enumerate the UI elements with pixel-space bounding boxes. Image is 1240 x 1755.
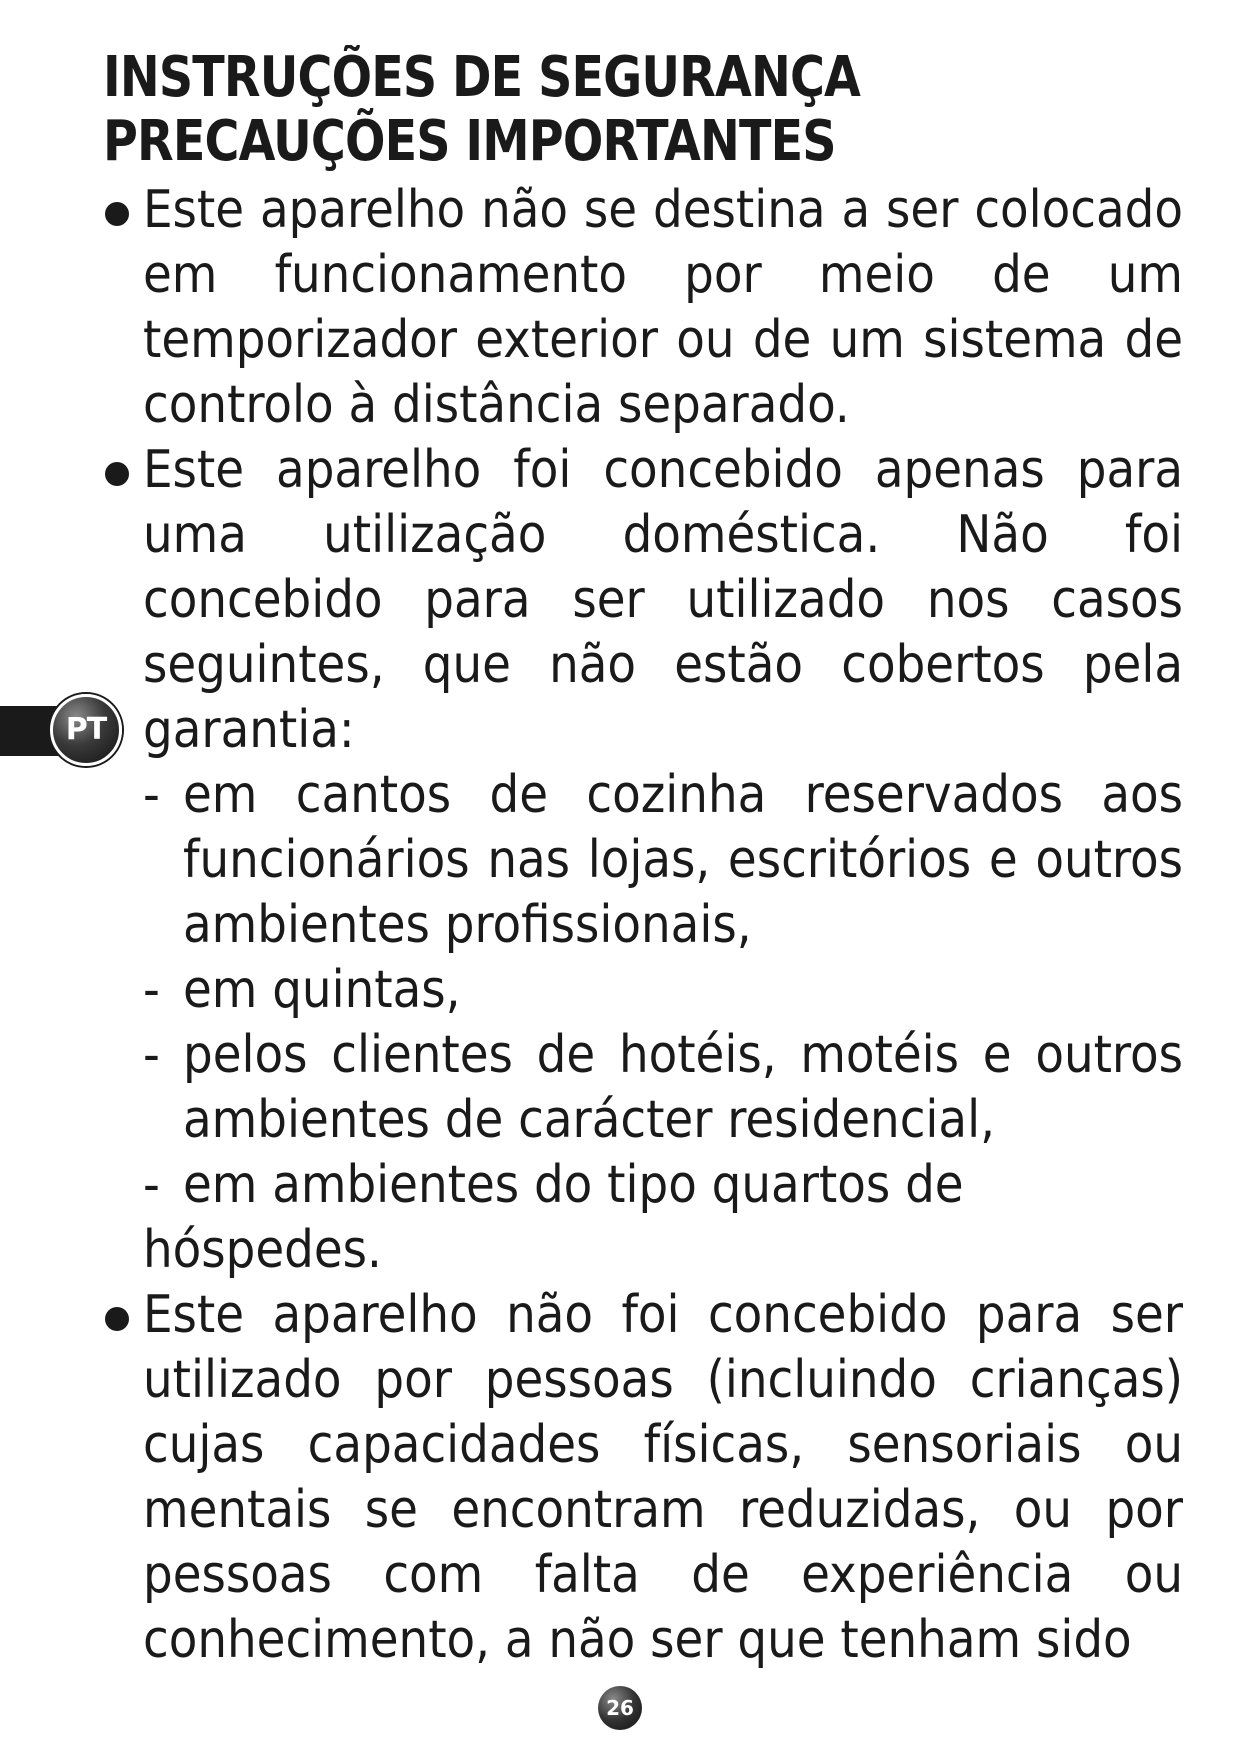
bullet-icon (105, 1307, 129, 1331)
paragraph-text: Este aparelho não se destina a ser colocado em funcionamento por meio de um temporizador exterior ou de um sistema de controlo à distância separado. (143, 180, 1183, 435)
sub-list-item (103, 763, 1183, 958)
sub-list-item (103, 1153, 1183, 1218)
list-item (103, 178, 1183, 438)
sub-list-item (103, 1023, 1183, 1153)
sub-item-continuation: hóspedes. (143, 1220, 382, 1280)
paragraph-text: Este aparelho não foi concebido para ser utilizado por pessoas (incluindo crianças) cujas capacidades físicas, sensoriais ou mentais se encontram reduzidas, ou por pessoas com falta de experiência ou conhecimento, a não ser que tenham sido (143, 1285, 1183, 1670)
paragraph-text: Este aparelho foi concebido apenas para uma utilização doméstica. Não foi concebido para ser utilizado nos casos seguintes, que não estão cobertos pela garantia: (143, 440, 1183, 760)
safety-instructions (103, 178, 1183, 1673)
page-title (103, 46, 1021, 174)
sub-list-item (103, 958, 1183, 1023)
sub-item-text: em ambientes do tipo quartos de (183, 1155, 964, 1215)
bullet-icon (105, 462, 129, 486)
list-item (103, 438, 1183, 763)
list-item (103, 1283, 1183, 1673)
dash-marker: - (143, 1155, 160, 1215)
language-badge: PT (50, 694, 122, 766)
dash-marker: - (143, 765, 160, 825)
bullet-icon (105, 202, 129, 226)
title-line-2: PRECAUÇÕES IMPORTANTES (103, 109, 836, 174)
page-number: 26 (598, 1686, 642, 1730)
dash-marker: - (143, 1025, 160, 1085)
dash-marker: - (143, 960, 160, 1020)
sub-item-text: em cantos de cozinha reservados aos funcionários nas lojas, escritórios e outros ambientes profissionais, (183, 765, 1183, 955)
sub-item-text: em quintas, (183, 960, 461, 1020)
title-line-1: INSTRUÇÕES DE SEGURANÇA (103, 45, 861, 110)
sub-item-text: pelos clientes de hotéis, motéis e outros ambientes de carácter residencial, (183, 1025, 1183, 1150)
